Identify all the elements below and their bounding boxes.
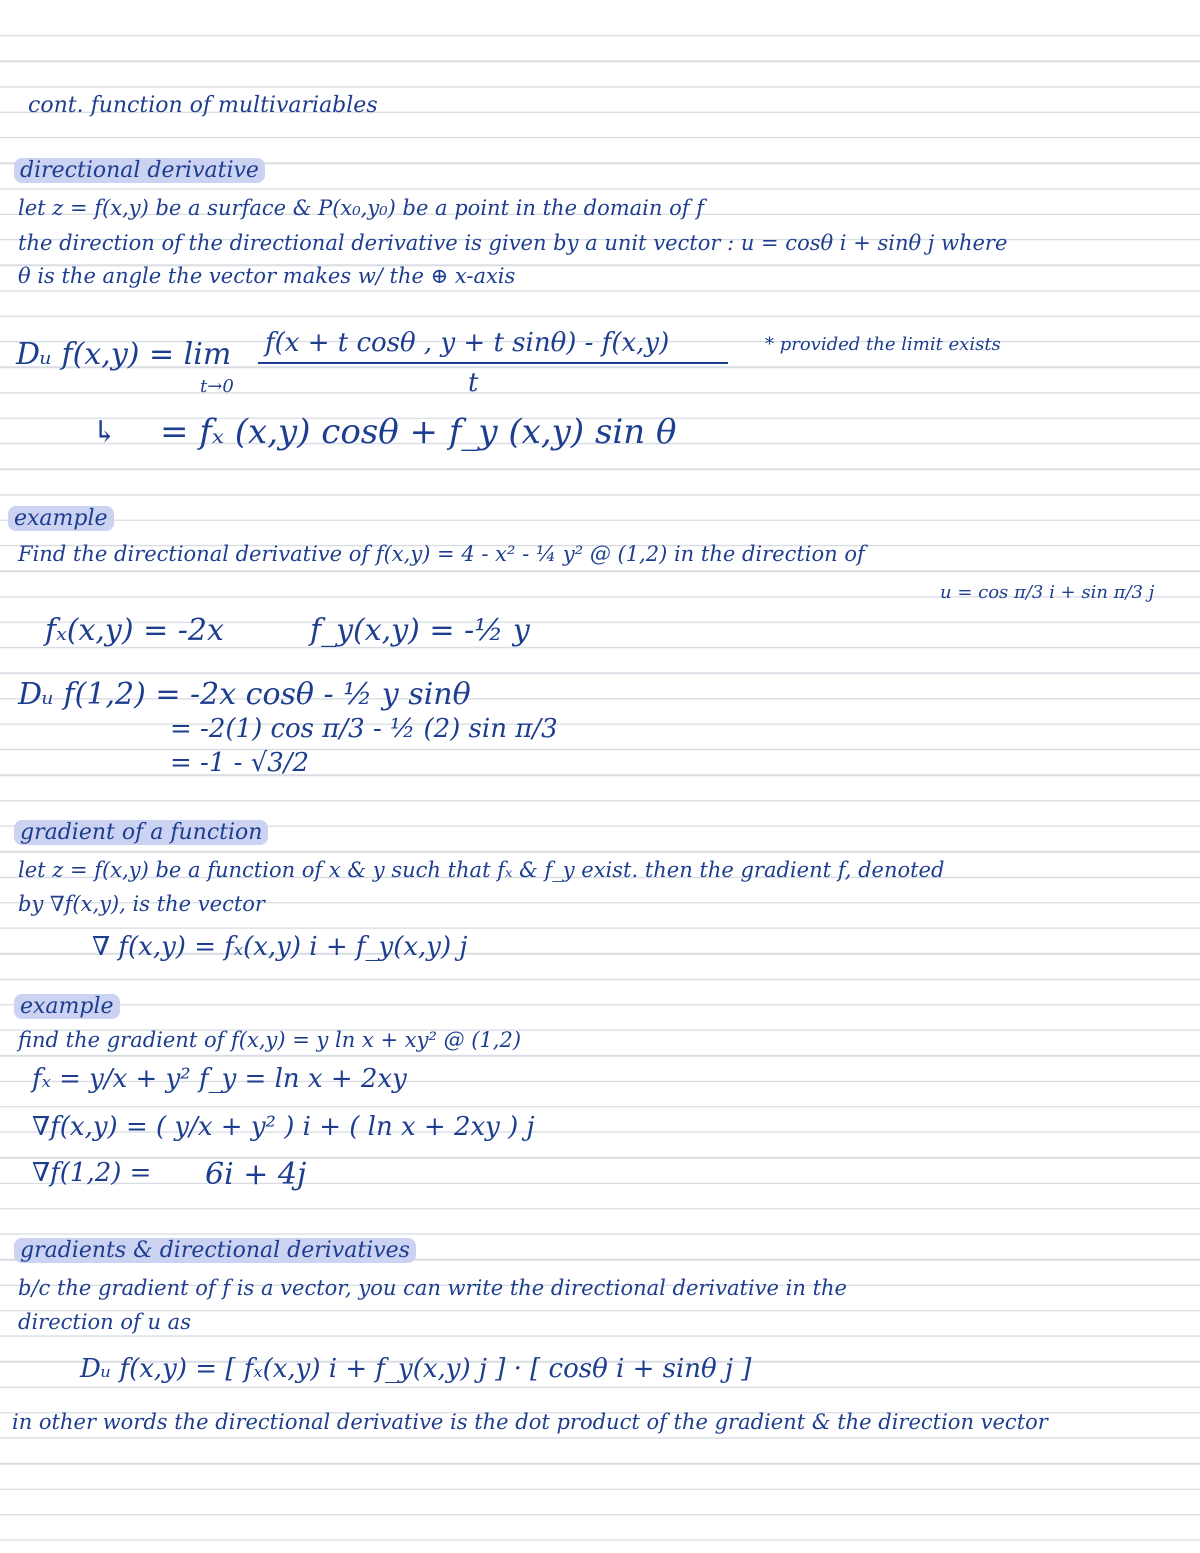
example1-fx: fₓ(x,y) = -2x (45, 613, 224, 648)
arrow-glyph: ↳ (92, 415, 118, 450)
relation-formula: Dᵤ f(x,y) = [ fₓ(x,y) i + f_y(x,y) j ] · [ cosθ i + sinθ j ] (80, 1354, 752, 1384)
example2-gradient: ∇f(x,y) = ( y/x + y² ) i + ( ln x + 2xy ) j (32, 1112, 535, 1142)
directional-derivative-formula: = fₓ (x,y) cosθ + f_y (x,y) sin θ (160, 412, 677, 452)
example-label-1 (8, 508, 114, 530)
gradient-formula: ∇ f(x,y) = fₓ(x,y) i + f_y(x,y) j (92, 932, 468, 962)
example2-prompt: find the gradient of f(x,y) = y ln x + xy² @ (1,2) (18, 1028, 522, 1052)
relation-line-3: in other words the directional derivative is the dot product of the gradient & the direction vector (12, 1410, 1048, 1434)
example-label-text: example (14, 994, 120, 1019)
page-title: cont. function of multivariables (28, 93, 378, 118)
gradient-definition-line-1: let z = f(x,y) be a function of x & y such that fₓ & f_y exist. then the gradient f, denoted (18, 858, 945, 882)
example2-partials: fₓ = y/x + y² f_y = ln x + 2xy (32, 1064, 407, 1094)
limit-definition-left: Dᵤ f(x,y) = lim (16, 337, 232, 372)
example1-direction-vector: u = cos π/3 i + sin π/3 j (940, 582, 1155, 603)
limit-exists-note: * provided the limit exists (765, 334, 1001, 355)
limit-subscript: t→0 (200, 376, 234, 397)
example1-step-3: = -1 - √3/2 (170, 748, 310, 778)
example-label-2 (14, 996, 120, 1018)
relation-line-1: b/c the gradient of f is a vector, you can write the directional derivative in the (18, 1276, 847, 1300)
definition-line-1: let z = f(x,y) be a surface & P(x₀,y₀) be a point in the domain of f (18, 196, 704, 220)
example2-value-label: ∇f(1,2) = (32, 1158, 152, 1188)
example1-step-1: Dᵤ f(1,2) = -2x cosθ - ½ y sinθ (18, 677, 471, 712)
heading-text: gradient of a function (14, 820, 268, 845)
definition-line-3: θ is the angle the vector makes w/ the ⊕ x-axis (18, 264, 516, 288)
heading-text: gradients & directional derivatives (14, 1238, 416, 1263)
definition-line-2: the direction of the directional derivative is given by a unit vector : u = cosθ i + sinθ j where (18, 231, 1008, 255)
limit-definition-numerator: f(x + t cosθ , y + t sinθ) - f(x,y) (265, 328, 670, 358)
example1-prompt: Find the directional derivative of f(x,y) = 4 - x² - ¼ y² @ (1,2) in the direction of (18, 542, 865, 566)
fraction-bar (258, 362, 728, 364)
example1-step-2: = -2(1) cos π/3 - ½ (2) sin π/3 (170, 714, 558, 744)
example1-fy: f_y(x,y) = -½ y (310, 613, 530, 648)
gradient-definition-line-2: by ∇f(x,y), is the vector (18, 892, 265, 916)
example-label-text: example (8, 506, 114, 531)
relation-line-2: direction of u as (18, 1310, 191, 1334)
section-heading-gradients-directional (14, 1240, 416, 1262)
heading-text: directional derivative (14, 158, 265, 183)
section-heading-gradient (14, 822, 268, 844)
section-heading-directional-derivative (14, 160, 265, 182)
example2-value-result: 6i + 4j (205, 1157, 307, 1192)
limit-definition-denominator: t (468, 368, 479, 398)
